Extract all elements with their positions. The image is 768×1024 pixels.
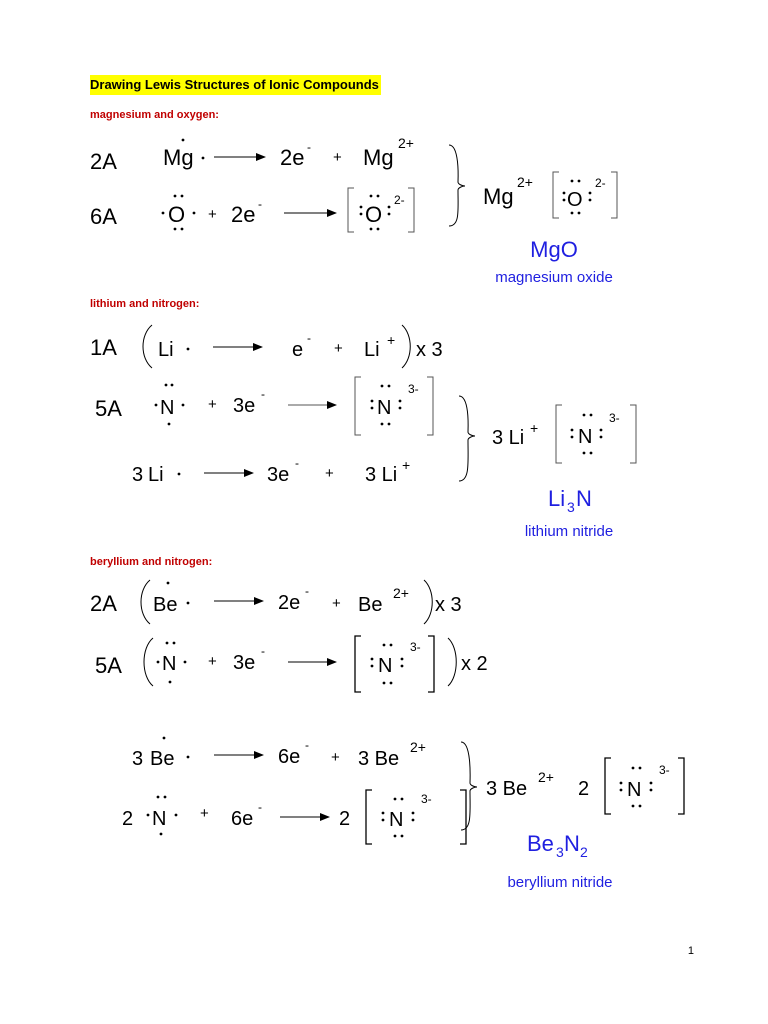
product-be-ions: 3 Be — [486, 778, 528, 800]
electrons-2e: 2e — [231, 202, 256, 227]
formula-be3n2 — [527, 831, 588, 860]
electron-dot — [173, 642, 176, 645]
group-label-1a: 1A — [90, 335, 117, 360]
right-bracket — [611, 172, 617, 218]
diagram-label: + — [208, 396, 217, 413]
nitride-ion: N — [389, 809, 404, 831]
electron-dot — [360, 206, 363, 209]
electron-dot — [174, 228, 177, 231]
electron-dot — [412, 812, 415, 815]
electron-dot — [639, 767, 642, 770]
group-label-5a: 5A — [95, 653, 122, 678]
electron-dot — [571, 212, 574, 215]
electron-dot — [381, 385, 384, 388]
electron-dot — [371, 665, 374, 668]
product-be-ions: 3 Be — [358, 748, 400, 770]
diagram-label: Be — [527, 831, 554, 856]
electron-dot — [382, 812, 385, 815]
left-bracket — [348, 188, 354, 232]
multiplier-x3: x 3 — [416, 339, 443, 361]
diagram-label: 2 — [580, 844, 588, 860]
right-paren — [448, 638, 456, 686]
electron-dot — [620, 782, 623, 785]
electron-dot — [181, 228, 184, 231]
page-title: Drawing Lewis Structures of Ionic Compounds — [90, 75, 381, 95]
electron-dot — [182, 139, 185, 142]
curly-brace — [461, 742, 477, 830]
electron-dot — [167, 582, 170, 585]
diagram-label: + — [332, 595, 341, 612]
group-label-2a: 2A — [90, 591, 117, 616]
diagram-label: + — [200, 805, 209, 822]
electron-dot — [182, 404, 185, 407]
electron-dot — [157, 796, 160, 799]
electron-dot — [578, 180, 581, 183]
n-atom: N — [160, 397, 175, 419]
left-bracket — [553, 172, 559, 218]
electron-dot — [175, 814, 178, 817]
electron-dot — [187, 602, 190, 605]
formula-li3n — [548, 486, 592, 515]
electron-dot — [571, 436, 574, 439]
diagram-label: + — [331, 749, 340, 766]
electron-dot — [381, 423, 384, 426]
electron-dot — [583, 452, 586, 455]
be-ion: Be — [358, 594, 383, 616]
multiplier-x2: x 2 — [461, 653, 488, 675]
mg-atom: Mg — [163, 145, 194, 170]
electron-charge: - — [307, 140, 311, 154]
electron-dot — [155, 404, 158, 407]
diagram-label: - — [305, 738, 309, 752]
product-li-ions: 3 Li — [365, 464, 398, 486]
be-atom: Be — [153, 594, 178, 616]
electron-dot — [563, 192, 566, 195]
product-oxide-ion: O — [567, 189, 583, 211]
electron-dot — [193, 212, 196, 215]
electrons-2e: 2e — [280, 145, 305, 170]
left-bracket — [366, 790, 372, 844]
electron-dot — [168, 423, 171, 426]
diagram-label: 3 — [556, 844, 564, 860]
diagram-label: - — [261, 387, 265, 401]
diagram-label: Li — [548, 486, 566, 511]
electrons-6e: 6e — [278, 746, 301, 768]
diagram-label: + — [530, 420, 539, 436]
electron-dot — [388, 385, 391, 388]
electron-dot — [184, 661, 187, 664]
diagram-label: 3- — [609, 411, 620, 425]
electron-dot — [178, 473, 181, 476]
electron-dot — [399, 400, 402, 403]
be-atom: Be — [150, 748, 175, 770]
coef-2: 2 — [122, 808, 134, 830]
product-li-ions: 3 Li — [492, 427, 525, 449]
li-ion: Li — [364, 339, 380, 361]
plus-sign: + — [333, 149, 342, 166]
electron-dot — [583, 414, 586, 417]
formula-mgo: MgO — [530, 237, 578, 262]
electron-dot — [632, 805, 635, 808]
coef-3: 3 — [132, 748, 144, 770]
section-label-beryllium-nitrogen: beryllium and nitrogen: — [90, 556, 213, 568]
mg-ion: Mg — [363, 145, 394, 170]
li-n-diagram — [90, 325, 636, 540]
electron-dot — [401, 665, 404, 668]
electron-dot — [600, 429, 603, 432]
right-bracket — [460, 790, 466, 844]
electron-dot — [620, 789, 623, 792]
electron-dot — [370, 228, 373, 231]
group-label-6a: 6A — [90, 204, 117, 229]
left-bracket — [605, 758, 611, 814]
electron-dot — [164, 796, 167, 799]
compound-name-mgo: magnesium oxide — [495, 269, 613, 286]
electron-dot — [388, 423, 391, 426]
curly-brace — [449, 145, 465, 226]
electron-dot — [165, 384, 168, 387]
left-bracket — [355, 377, 361, 435]
diagram-label: + — [208, 653, 217, 670]
electron-dot — [571, 180, 574, 183]
electron-dot — [174, 195, 177, 198]
electron-dot — [589, 192, 592, 195]
right-bracket — [408, 188, 414, 232]
electron-dot — [187, 348, 190, 351]
electron-dot — [390, 682, 393, 685]
electrons-2e: 2e — [278, 592, 301, 614]
electron-dot — [360, 213, 363, 216]
right-bracket — [428, 636, 434, 692]
electron-dot — [578, 212, 581, 215]
diagram-label: - — [258, 197, 262, 211]
electron-dot — [162, 212, 165, 215]
left-paren — [144, 638, 153, 686]
diagram-label: - — [305, 584, 309, 598]
electron-dot — [163, 737, 166, 740]
diagram-label: 3- — [659, 763, 670, 777]
be-n-diagram — [90, 580, 684, 891]
diagram-label: - — [295, 456, 299, 470]
electron-dot — [202, 157, 205, 160]
section-label-lithium-nitrogen: lithium and nitrogen: — [90, 298, 200, 310]
page-number: 1 — [687, 945, 694, 957]
electron-dot — [371, 658, 374, 661]
diagram-label: 2- — [595, 176, 606, 190]
nitride-ion: N — [378, 655, 393, 677]
diagram-label: + — [334, 340, 343, 357]
diagram-label: + — [387, 332, 396, 348]
electron: e — [292, 339, 304, 361]
product-nitride-ion: N — [578, 426, 593, 448]
diagram-label: 3 — [567, 499, 575, 515]
o-atom: O — [168, 202, 186, 227]
electron-dot — [370, 195, 373, 198]
diagram-label: + — [325, 465, 334, 482]
electron-dot — [383, 682, 386, 685]
coef-3: 3 — [132, 464, 144, 486]
electron-dot — [371, 400, 374, 403]
oxide-ion: O — [365, 202, 383, 227]
group-label-5a: 5A — [95, 396, 122, 421]
electron-dot — [394, 835, 397, 838]
electron-dot — [650, 789, 653, 792]
oxide-charge: 2- — [394, 193, 405, 207]
electron-dot — [401, 835, 404, 838]
electron-dot — [166, 642, 169, 645]
electron-dot — [639, 805, 642, 808]
n-atom: N — [162, 653, 177, 675]
electron-dot — [181, 195, 184, 198]
electron-dot — [377, 195, 380, 198]
electron-dot — [377, 228, 380, 231]
electron-dot — [401, 658, 404, 661]
electron-dot — [390, 644, 393, 647]
electron-dot — [388, 206, 391, 209]
electron-dot — [650, 782, 653, 785]
electron-dot — [589, 199, 592, 202]
diagram-label: 2+ — [393, 585, 409, 601]
li-atom: Li — [148, 464, 164, 486]
coef-2: 2 — [578, 778, 590, 800]
left-bracket — [355, 636, 361, 692]
product-mg-ion: Mg — [483, 184, 514, 209]
electron-dot — [590, 452, 593, 455]
mg-o-diagram — [90, 135, 617, 286]
nitride-ion: N — [377, 397, 392, 419]
diagram-label: 2+ — [410, 739, 426, 755]
electrons-3e: 3e — [267, 464, 290, 486]
right-paren — [402, 325, 410, 368]
right-bracket — [678, 758, 684, 814]
electron-dot — [160, 833, 163, 836]
mg-ion-charge: 2+ — [398, 135, 414, 151]
diagram-label: 3- — [410, 640, 421, 654]
electron-dot — [187, 756, 190, 759]
electrons-3e: 3e — [233, 395, 256, 417]
electron-dot — [388, 213, 391, 216]
electron-dot — [563, 199, 566, 202]
li-atom: Li — [158, 339, 174, 361]
diagram-label: - — [258, 800, 262, 814]
curly-brace — [459, 396, 475, 481]
electron-dot — [600, 436, 603, 439]
electron-dot — [157, 661, 160, 664]
diagram-label: 3- — [408, 382, 419, 396]
electrons-6e: 6e — [231, 808, 254, 830]
electron-dot — [571, 429, 574, 432]
coef-2: 2 — [339, 808, 351, 830]
electron-dot — [590, 414, 593, 417]
electron-dot — [412, 819, 415, 822]
right-bracket — [630, 405, 636, 463]
left-paren — [143, 325, 152, 368]
diagram-label: 3- — [421, 792, 432, 806]
electron-dot — [401, 798, 404, 801]
electron-dot — [169, 681, 172, 684]
diagram-label: - — [261, 644, 265, 658]
electron-dot — [171, 384, 174, 387]
electron-dot — [147, 814, 150, 817]
diagram-label: + — [402, 457, 411, 473]
left-paren — [141, 580, 150, 624]
right-paren — [424, 580, 432, 624]
product-nitride-ion: N — [627, 779, 642, 801]
electron-dot — [399, 407, 402, 410]
compound-name-li3n: lithium nitride — [524, 523, 614, 540]
right-bracket — [427, 377, 433, 435]
diagram-label: 2+ — [538, 769, 554, 785]
electron-dot — [394, 798, 397, 801]
diagram-label: + — [208, 206, 217, 223]
electron-dot — [632, 767, 635, 770]
electrons-3e: 3e — [233, 652, 256, 674]
compound-name-be3n2: beryllium nitride — [507, 874, 613, 891]
diagram-label: - — [307, 331, 311, 345]
n-atom: N — [152, 808, 167, 830]
electron-dot — [383, 644, 386, 647]
diagram-label: N — [564, 831, 580, 856]
diagram-label: 2+ — [517, 174, 533, 190]
left-bracket — [556, 405, 562, 463]
diagram-label: N — [576, 486, 592, 511]
electron-dot — [382, 819, 385, 822]
electron-dot — [371, 407, 374, 410]
group-label-2a: 2A — [90, 149, 117, 174]
multiplier-x3: x 3 — [435, 594, 462, 616]
section-label-magnesium-oxygen: magnesium and oxygen: — [90, 109, 219, 121]
